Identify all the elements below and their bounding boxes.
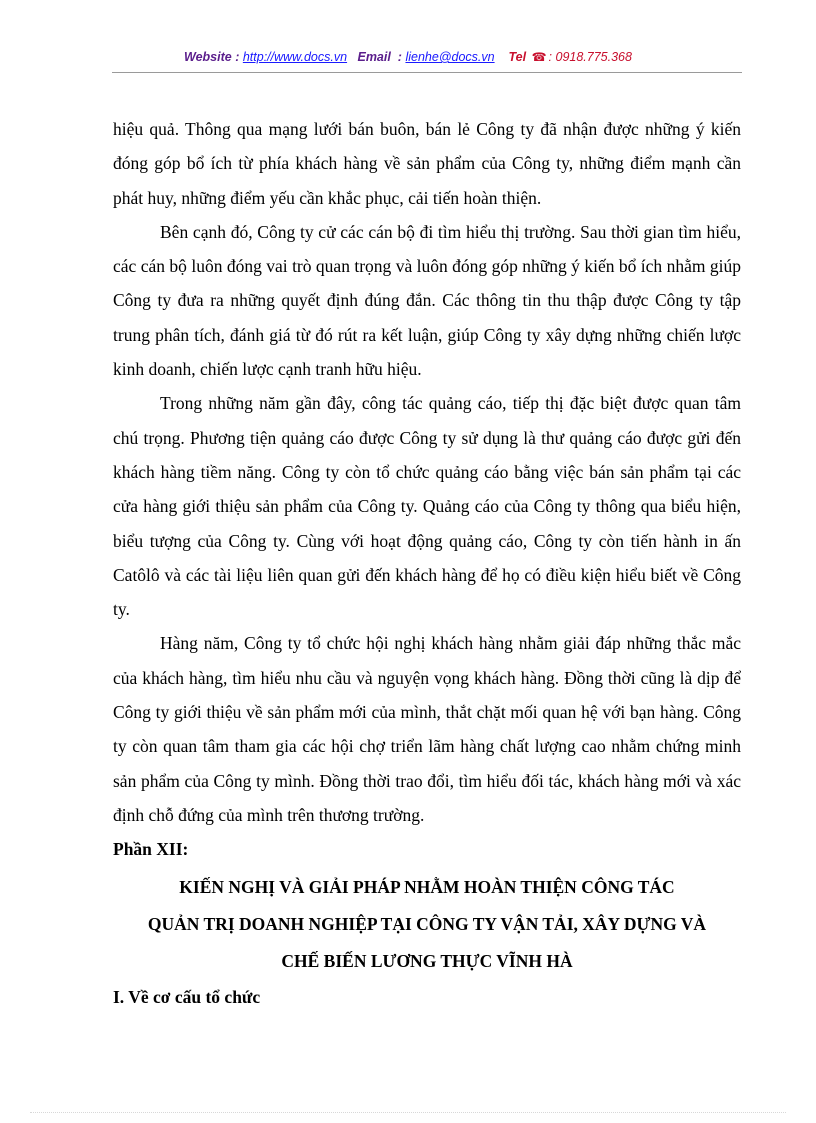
paragraph: Hàng năm, Công ty tổ chức hội nghị khách hàng nhằm giải đáp những thắc mắc của khách hàng, tìm hiểu nhu cầu và nguyện vọng khách hàng. Đồng thời cũng là dịp để Công ty giới thiệu về sản phẩm mới của mình, thắt chặt mối quan hệ với bạn hàng. Công ty còn quan tâm tham gia các hội chợ triển lãm hàng chất lượng cao nhằm chứng minh sản phẩm của Công ty mình. Đồng thời trao đổi, tìm hiểu đối tác, khách hàng mới và xác định chỗ đứng của mình trên thương trường.	[113, 633, 741, 825]
paragraph: hiệu quả. Thông qua mạng lưới bán buôn, bán lẻ Công ty đã nhận được những ý kiến đóng góp bổ ích từ phía khách hàng về sản phẩm của Công ty, những điểm mạnh cần phát huy, những điểm yếu cần khắc phục, cải tiến hoàn thiện.	[113, 119, 741, 208]
email-link[interactable]: lienhe@docs.vn	[405, 50, 495, 64]
section-title-line: QUẢN TRỊ DOANH NGHIỆP TẠI CÔNG TY VẬN TẢI, XÂY DỰNG VÀ	[147, 913, 707, 934]
tel-label: Tel	[508, 50, 527, 64]
email-label: Email	[357, 50, 391, 64]
website-label: Website :	[184, 50, 240, 64]
email-separator: :	[397, 50, 402, 64]
tel-value: : 0918.775.368	[548, 50, 632, 64]
footer-divider	[30, 1112, 786, 1113]
website-link[interactable]: http://www.docs.vn	[242, 50, 348, 64]
section-title-line: CHẾ BIẾN LƯƠNG THỰC VĨNH HÀ	[281, 950, 573, 971]
document-body	[113, 112, 741, 1014]
phone-icon: ☎	[531, 50, 547, 64]
page-header	[0, 50, 816, 64]
subheading: I. Về cơ cấu tổ chức	[113, 986, 261, 1007]
part-label: Phần XII:	[113, 839, 189, 860]
paragraph: Trong những năm gần đây, công tác quảng cáo, tiếp thị đặc biệt được quan tâm chú trọng. Phương tiện quảng cáo được Công ty sử dụng là thư quảng cáo được gửi đến khách hàng tiềm năng. Công ty còn tổ chức quảng cáo bằng việc bán sản phẩm tại các cửa hàng giới thiệu sản phẩm của Công ty. Quảng cáo của Công ty thông qua biểu hiện, biểu tượng của Công ty. Cùng với hoạt động quảng cáo, Công ty còn tiến hành in ấn Catôlô và các tài liệu liên quan gửi đến khách hàng để họ có điều kiện hiểu biết về Công ty.	[113, 393, 741, 620]
header-divider	[112, 72, 742, 73]
paragraph: Bên cạnh đó, Công ty cử các cán bộ đi tìm hiểu thị trường. Sau thời gian tìm hiểu, các cán bộ luôn đóng vai trò quan trọng và luôn đóng góp những ý kiến bổ ích nhằm giúp Công ty đưa ra những quyết định đúng đắn. Các thông tin thu thập được Công ty tập trung phân tích, đánh giá từ đó rút ra kết luận, giúp Công ty xây dựng những chiến lược kinh doanh, chiến lược cạnh tranh hữu hiệu.	[113, 221, 741, 380]
section-title-line: KIẾN NGHỊ VÀ GIẢI PHÁP NHẰM HOÀN THIỆN CÔNG TÁC	[179, 876, 675, 897]
section-title	[113, 869, 741, 980]
